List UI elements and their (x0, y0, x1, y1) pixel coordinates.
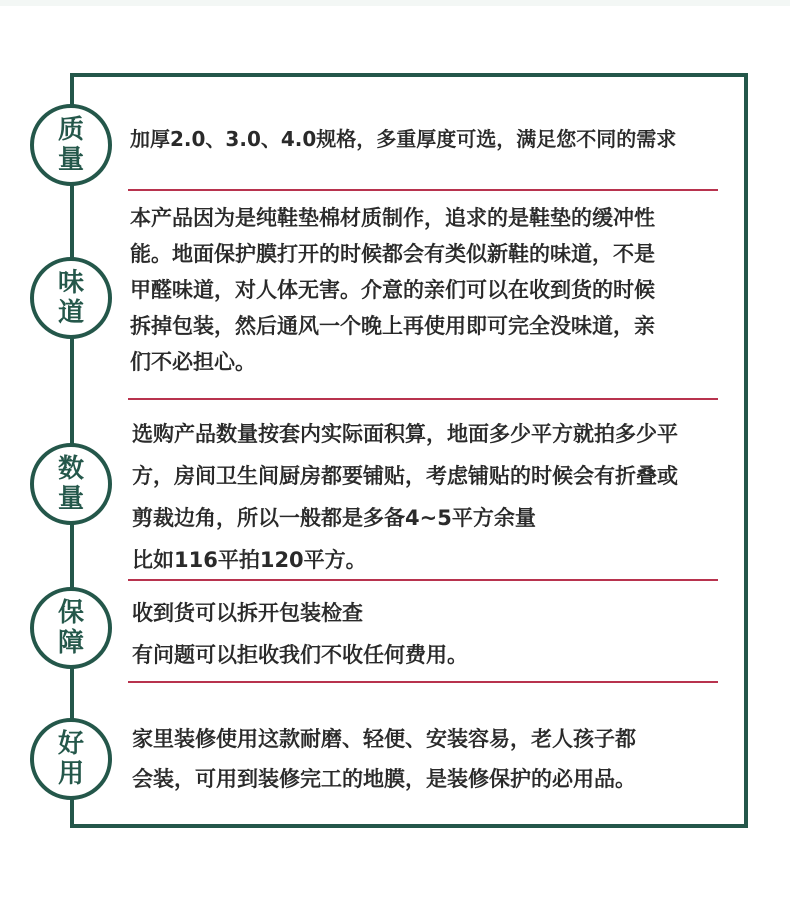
text-line: 比如116平拍120平方。 (132, 548, 367, 572)
text-line: 收到货可以拆开包装检查 (132, 601, 363, 625)
text-line: 家里装修使用这款耐磨、轻便、安装容易，老人孩子都 (132, 727, 636, 751)
badge-quality (30, 104, 112, 186)
badge-guarantee (30, 587, 112, 669)
section-usability-text (132, 719, 742, 799)
badge-quantity-label: 数量 (57, 454, 84, 514)
section-guarantee-text (132, 592, 742, 676)
text-line: 本产品因为是纯鞋垫棉材质制作，追求的是鞋垫的缓冲性 (130, 206, 655, 230)
divider (128, 398, 718, 400)
text-line: 剪裁边角，所以一般都是多备4~5平方余量 (132, 506, 536, 530)
text-line: 加厚2.0、3.0、4.0规格，多重厚度可选，满足您不同的需求 (130, 127, 677, 151)
badge-quantity (30, 443, 112, 525)
top-strip (0, 0, 790, 6)
text-line: 有问题可以拒收我们不收任何费用。 (132, 643, 468, 667)
badge-quality-label: 质量 (57, 115, 84, 175)
divider (128, 579, 718, 581)
text-line: 选购产品数量按套内实际面积算，地面多少平方就拍多少平 (132, 422, 678, 446)
text-line: 拆掉包装，然后通风一个晚上再使用即可完全没味道，亲 (130, 314, 655, 338)
text-line: 们不必担心。 (130, 350, 256, 374)
text-line: 会装，可用到装修完工的地膜，是装修保护的必用品。 (132, 767, 636, 791)
section-smell-text (130, 200, 740, 380)
divider (128, 681, 718, 683)
text-line: 甲醛味道，对人体无害。介意的亲们可以在收到货的时候 (130, 278, 655, 302)
text-line: 方，房间卫生间厨房都要铺贴，考虑铺贴的时候会有折叠或 (132, 464, 678, 488)
badge-usability (30, 718, 112, 800)
badge-usability-label: 好用 (57, 729, 84, 789)
badge-smell-label: 味道 (57, 268, 84, 328)
badge-guarantee-label: 保障 (57, 598, 84, 658)
text-line: 能。地面保护膜打开的时候都会有类似新鞋的味道，不是 (130, 242, 655, 266)
section-quantity-text (132, 413, 742, 581)
section-quality-text (130, 123, 730, 155)
badge-smell (30, 257, 112, 339)
divider (128, 189, 718, 191)
